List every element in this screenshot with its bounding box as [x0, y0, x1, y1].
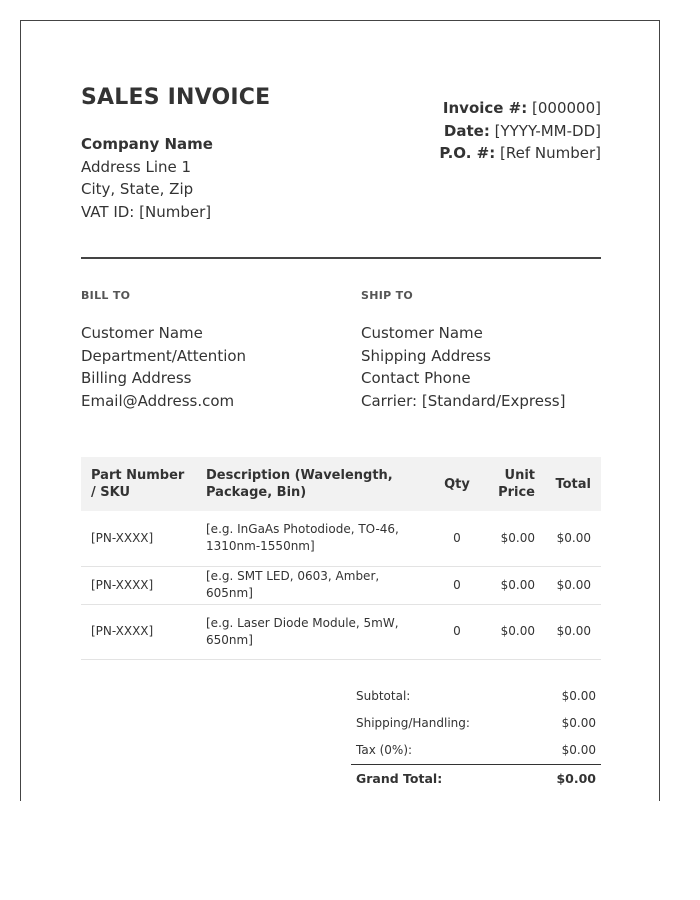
- cell-unit-price: $0.00: [485, 566, 545, 604]
- tax-value: $0.00: [561, 743, 596, 757]
- header-unit-price: Unit Price: [485, 457, 545, 511]
- grand-total-label: Grand Total:: [356, 771, 443, 786]
- grand-total-value: $0.00: [556, 771, 596, 786]
- cell-part-number: [PN-XXXX]: [81, 604, 196, 659]
- company-vat-id: VAT ID: [Number]: [81, 202, 212, 221]
- header-divider: [81, 257, 601, 259]
- grand-total-row: [351, 764, 601, 792]
- ship-to-shipping-address: Shipping Address: [361, 346, 491, 365]
- header-part-number: Part Number / SKU: [81, 457, 196, 511]
- cell-unit-price: $0.00: [485, 511, 545, 566]
- shipping-label: Shipping/Handling:: [356, 716, 470, 730]
- invoice-meta: [439, 97, 601, 165]
- cell-qty: 0: [429, 566, 485, 604]
- cell-unit-price: $0.00: [485, 604, 545, 659]
- ship-to-heading: SHIP TO: [361, 289, 414, 302]
- subtotal-value: $0.00: [561, 689, 596, 703]
- invoice-date-label: Date:: [443, 121, 490, 140]
- bill-to-email: Email@Address.com: [81, 391, 235, 410]
- shipping-row: [351, 710, 601, 737]
- cell-description: [e.g. InGaAs Photodiode, TO-46, 1310nm-1550nm]: [196, 511, 429, 566]
- invoice-date-value: [YYYY-MM-DD]: [494, 121, 601, 140]
- bill-to-department: Department/Attention: [81, 346, 247, 365]
- line-items-table: [81, 457, 601, 660]
- cell-qty: 0: [429, 604, 485, 659]
- totals-block: [351, 683, 601, 792]
- company-name: Company Name: [81, 135, 213, 153]
- bill-to-billing-address: Billing Address: [81, 369, 192, 387]
- ship-to-contact-phone: Contact Phone: [361, 369, 471, 387]
- tax-row: [351, 737, 601, 764]
- cell-total: $0.00: [545, 566, 601, 604]
- po-number-value: [Ref Number]: [500, 144, 601, 162]
- invoice-title: SALES INVOICE: [81, 85, 271, 110]
- bill-to-customer-name: Customer Name: [81, 324, 203, 342]
- company-address-line: Address Line 1: [81, 157, 192, 176]
- ship-to-customer-name: Customer Name: [361, 324, 483, 342]
- cell-description: [e.g. Laser Diode Module, 5mW, 650nm]: [196, 604, 429, 659]
- subtotal-row: [351, 683, 601, 710]
- table-header-row: [81, 457, 601, 511]
- company-city-state-zip: City, State, Zip: [81, 180, 194, 198]
- invoice-number-row: [439, 97, 601, 120]
- ship-to-block: [361, 289, 611, 412]
- po-number-row: [439, 142, 601, 165]
- header-total: Total: [545, 457, 601, 511]
- cell-description: [e.g. SMT LED, 0603, Amber, 605nm]: [196, 566, 429, 604]
- cell-qty: 0: [429, 511, 485, 566]
- cell-total: $0.00: [545, 511, 601, 566]
- invoice-number-label: Invoice #:: [442, 99, 528, 117]
- table-row: [81, 604, 601, 659]
- tax-label: Tax (0%):: [356, 743, 413, 757]
- table-row: [81, 511, 601, 566]
- header-description: Description (Wavelength, Package, Bin): [196, 457, 429, 511]
- bill-to-heading: BILL TO: [81, 289, 131, 302]
- subtotal-label: Subtotal:: [356, 689, 411, 703]
- ship-to-carrier: Carrier: [Standard/Express]: [361, 391, 566, 410]
- cell-total: $0.00: [545, 604, 601, 659]
- company-block: [81, 133, 213, 223]
- header-qty: Qty: [429, 457, 485, 511]
- cell-part-number: [PN-XXXX]: [81, 511, 196, 566]
- table-row: [81, 566, 601, 604]
- shipping-value: $0.00: [561, 716, 596, 730]
- invoice-number-value: [000000]: [532, 99, 601, 117]
- po-number-label: P.O. #:: [439, 144, 496, 162]
- invoice-date-row: [439, 120, 601, 143]
- bill-to-block: [81, 289, 331, 412]
- cell-part-number: [PN-XXXX]: [81, 566, 196, 604]
- invoice-page: [20, 20, 660, 801]
